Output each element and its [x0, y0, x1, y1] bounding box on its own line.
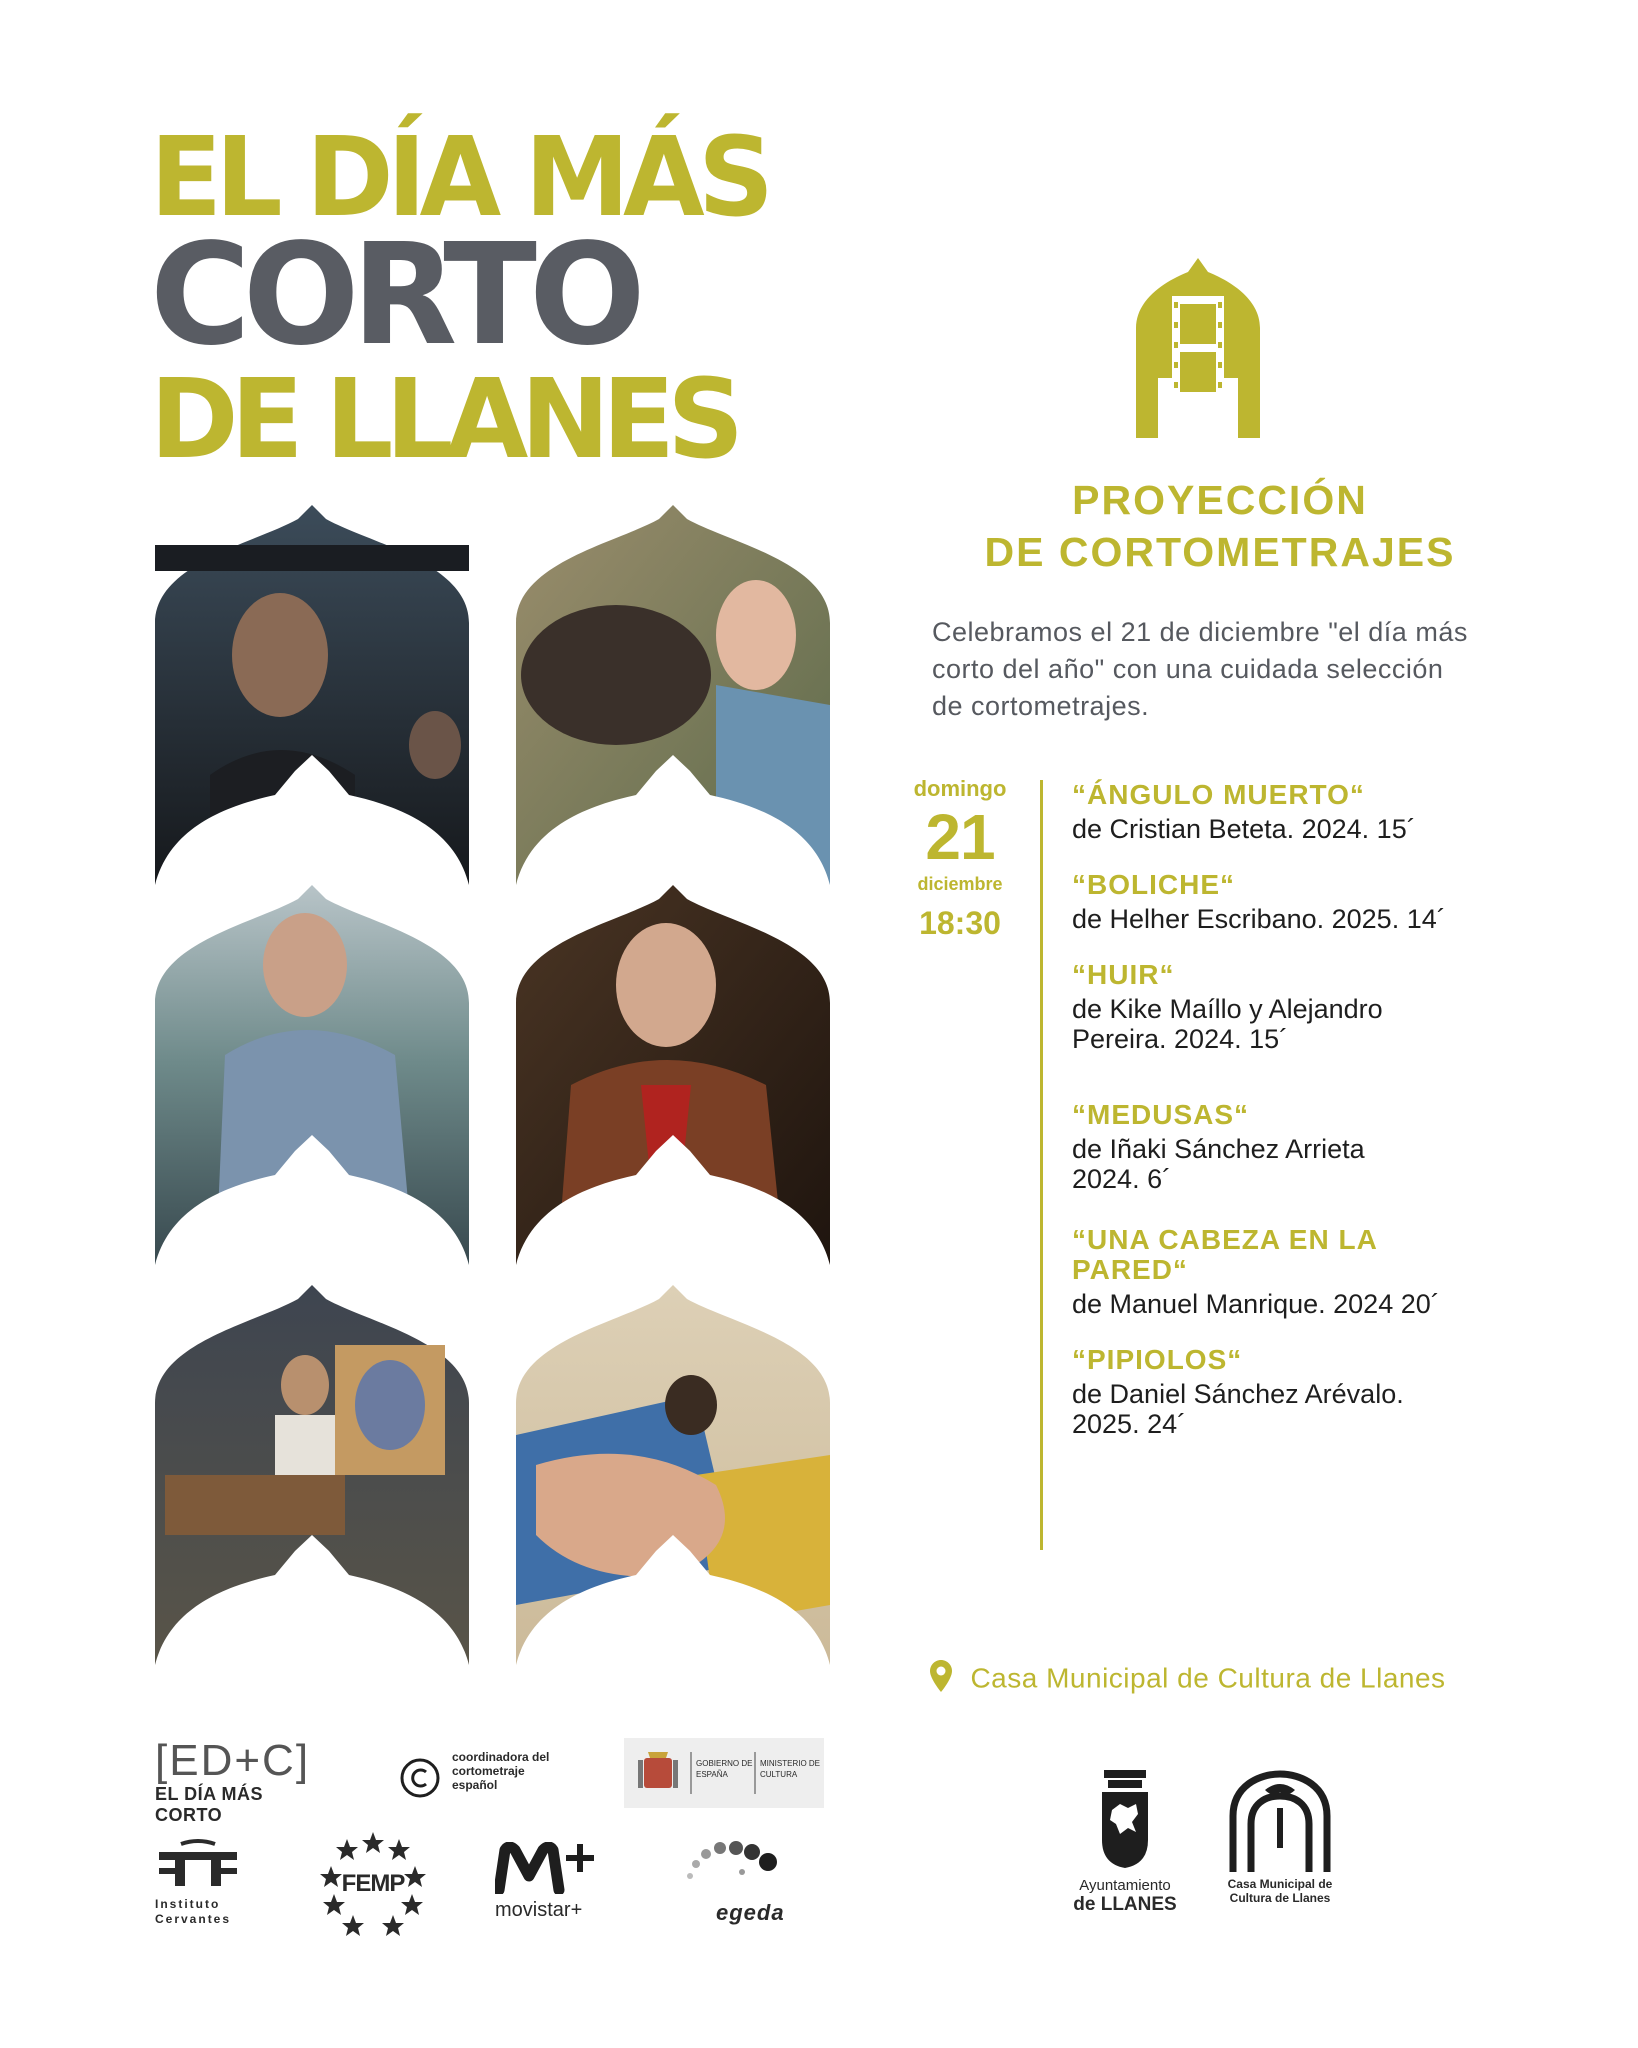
headline-line-1: EL DÍA MÁS [150, 113, 768, 241]
ayuntamiento-line-2: de LLANES [1073, 1894, 1177, 1915]
film-credit: de Iñaki Sánchez Arrieta 2024. 6´ [1072, 1134, 1365, 1194]
cervantes-line-1: Instituto [155, 1897, 221, 1911]
film-credit: de Daniel Sánchez Arévalo. 2025. 24´ [1072, 1379, 1404, 1439]
section-title [880, 474, 1560, 578]
coordinadora-logo [398, 1748, 568, 1808]
film-item [1072, 1225, 1452, 1319]
film-item [1072, 960, 1472, 1054]
headline-line-3: DE LLANES [150, 355, 737, 483]
gobierno-text: GOBIERNO DE ESPAÑA [696, 1759, 753, 1779]
femp-logo [318, 1828, 428, 1938]
movistar-logo [495, 1842, 615, 1922]
film-title: “UNA CABEZA EN LA PARED“ [1072, 1224, 1377, 1285]
film-still-6 [516, 1285, 830, 1680]
film-item [1072, 780, 1552, 844]
film-credit: de Manuel Manrique. 2024 20´ [1072, 1289, 1440, 1319]
logo-divider [690, 1752, 692, 1794]
edc-mark: [ED+C] [155, 1736, 311, 1785]
film-title: “BOLICHE“ [1072, 869, 1235, 900]
film-still-1 [155, 505, 469, 900]
gobierno-ministerio-logo [624, 1738, 824, 1808]
film-credit: de Kike Maíllo y Alejandro Pereira. 2024. 15´ [1072, 994, 1383, 1054]
edc-logo [155, 1738, 315, 1826]
ministerio-text: MINISTERIO DE CULTURA [760, 1759, 821, 1779]
coat-of-arms-icon [636, 1750, 680, 1796]
egeda-dots-icon [680, 1838, 790, 1898]
divider-line [1040, 780, 1043, 1550]
film-item [1072, 1100, 1432, 1194]
section-title-line-2: DE CORTOMETRAJES [984, 529, 1456, 575]
femp-text: FEMP [341, 1870, 405, 1897]
film-item [1072, 1345, 1472, 1439]
film-title: “MEDUSAS“ [1072, 1099, 1250, 1130]
egeda-text: egeda [716, 1900, 785, 1925]
coordinadora-c-icon [398, 1756, 442, 1800]
cervantes-emblem-icon [155, 1838, 241, 1892]
movistar-text: movistar+ [495, 1899, 583, 1921]
casa-cultura-line-2: Cultura de Llanes [1229, 1891, 1331, 1905]
film-still-5 [155, 1285, 469, 1680]
edc-name: EL DÍA MÁS CORTO [155, 1784, 264, 1825]
coordinadora-name: coordinadora del cortometraje español [452, 1750, 550, 1792]
date-weekday: domingo [913, 776, 1007, 801]
film-item [1072, 870, 1552, 934]
venue-name: Casa Municipal de Cultura de Llanes [970, 1662, 1446, 1694]
venue-location [930, 1660, 1530, 1704]
casa-cultura-line-1: Casa Municipal de [1227, 1877, 1333, 1891]
movistar-m-icon [495, 1842, 607, 1894]
ayuntamiento-line-1: Ayuntamiento [1079, 1877, 1171, 1894]
egeda-logo [680, 1838, 830, 1928]
film-credit: de Helher Escribano. 2025. 14´ [1072, 904, 1446, 934]
film-still-4 [516, 885, 830, 1280]
film-title: “ÁNGULO MUERTO“ [1072, 779, 1365, 810]
film-credit: de Cristian Beteta. 2024. 15´ [1072, 814, 1416, 844]
llanes-shield-icon [1098, 1770, 1152, 1870]
casa-cultura-logo [1220, 1768, 1340, 1905]
date-month: diciembre [917, 874, 1003, 894]
logo-divider [754, 1752, 756, 1794]
cervantes-logo [155, 1838, 245, 1927]
date-time: 18:30 [919, 905, 1001, 941]
film-arch-emblem [1128, 258, 1268, 438]
casa-cultura-arch-icon [1225, 1768, 1335, 1872]
map-pin-icon [930, 1660, 952, 1697]
poster-headline [150, 113, 850, 483]
film-still-3 [155, 885, 469, 1280]
date-day: 21 [925, 801, 995, 873]
ayuntamiento-llanes-logo [1060, 1770, 1190, 1916]
headline-line-2: CORTO [150, 214, 638, 377]
film-title: “PIPIOLOS“ [1072, 1344, 1243, 1375]
section-title-line-1: PROYECCIÓN [1072, 477, 1368, 523]
event-date [900, 776, 1020, 942]
cervantes-line-2: Cervantes [155, 1912, 232, 1926]
film-still-2 [516, 505, 830, 900]
film-title: “HUIR“ [1072, 959, 1175, 990]
intro-text: Celebramos el 21 de diciembre "el día más corto del año" con una cuidada selección de cortometrajes. [932, 617, 1468, 721]
